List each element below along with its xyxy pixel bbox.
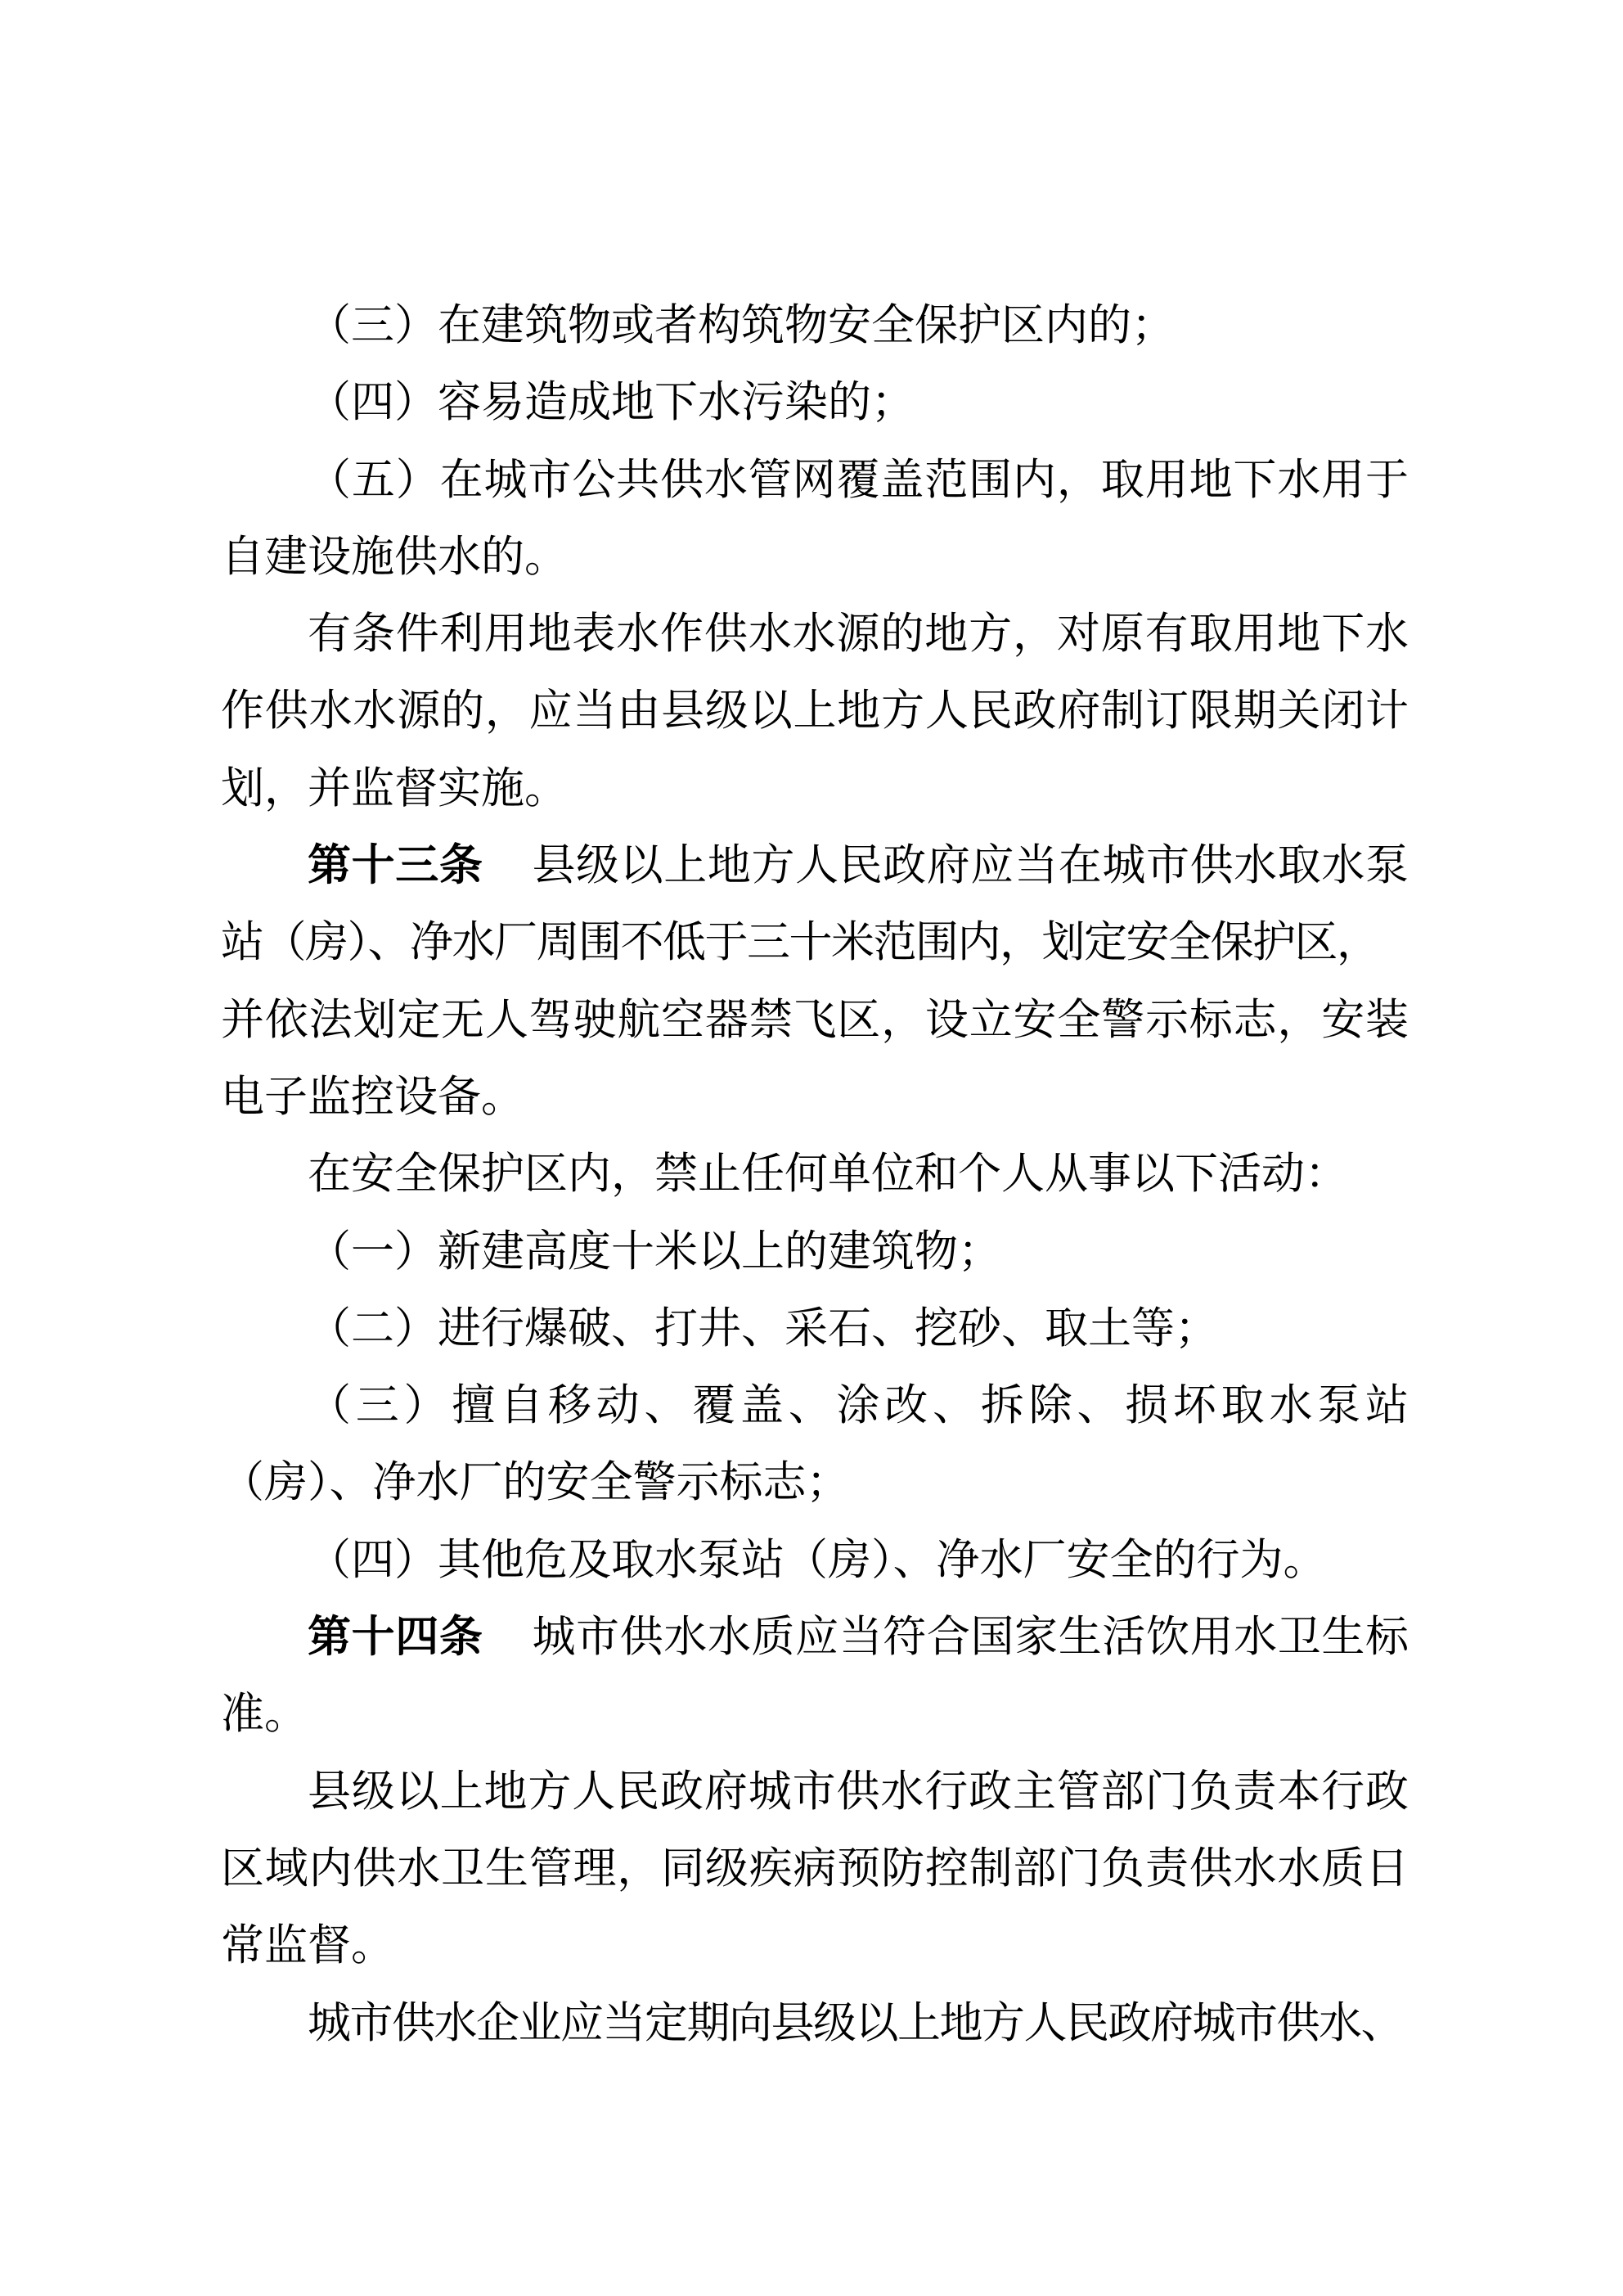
line-text: 县级以上地方人民政府应当在城市供水取水泵 <box>532 842 1409 890</box>
line-text: 作供水水源的，应当由县级以上地方人民政府制订限期关闭计 <box>221 687 1409 736</box>
text-line <box>221 1444 1409 1521</box>
line-text: （三）在建筑物或者构筑物安全保护区内的； <box>308 302 1175 349</box>
text-line <box>221 827 1409 904</box>
article-number: 第十四条 <box>308 1613 483 1662</box>
text-line <box>221 1522 1409 1599</box>
text-line <box>221 519 1409 596</box>
article-number: 第十三条 <box>308 841 483 890</box>
text-line <box>221 1599 1409 1676</box>
line-text: 准。 <box>221 1690 308 1739</box>
line-text: 常监督。 <box>221 1922 394 1970</box>
text-line <box>221 287 1409 364</box>
text-line <box>221 1907 1409 1984</box>
line-text: （五）在城市公共供水管网覆盖范围内，取用地下水用于 <box>308 456 1409 504</box>
text-line <box>221 1830 1409 1907</box>
text-block <box>221 287 1409 2062</box>
text-line <box>221 750 1409 827</box>
line-text: 城市供水水质应当符合国家生活饮用水卫生标 <box>532 1614 1409 1662</box>
line-text: 区域内供水卫生管理，同级疾病预防控制部门负责供水水质日 <box>221 1844 1409 1893</box>
line-text: 并依法划定无人驾驶航空器禁飞区，设立安全警示标志，安装 <box>221 996 1409 1044</box>
line-text: 在安全保护区内，禁止任何单位和个人从事以下活动： <box>308 1150 1348 1199</box>
text-line <box>221 596 1409 673</box>
line-text: （房）、净水厂的安全警示标志； <box>221 1459 850 1507</box>
text-line <box>221 1367 1409 1444</box>
text-line <box>221 673 1409 750</box>
line-text: （二）进行爆破、打井、采石、挖砂、取土等； <box>308 1304 1218 1353</box>
text-line <box>221 1985 1409 2062</box>
text-line <box>221 982 1409 1059</box>
text-line <box>221 1136 1409 1213</box>
text-line <box>221 1059 1409 1136</box>
text-line <box>221 1754 1409 1830</box>
text-line <box>221 1213 1409 1290</box>
text-line <box>221 364 1409 441</box>
line-text: 自建设施供水的。 <box>221 533 568 581</box>
line-text: 县级以上地方人民政府城市供水行政主管部门负责本行政 <box>308 1767 1409 1816</box>
text-line <box>221 1676 1409 1753</box>
line-text: 站（房）、净水厂周围不低于三十米范围内，划定安全保护区， <box>221 919 1379 967</box>
line-text: （四）其他危及取水泵站（房）、净水厂安全的行为。 <box>308 1536 1327 1584</box>
line-text: 有条件利用地表水作供水水源的地方，对原有取用地下水 <box>308 610 1409 659</box>
line-text: （四）容易造成地下水污染的； <box>308 379 915 427</box>
line-text: （一）新建高度十米以上的建筑物； <box>308 1227 1001 1276</box>
text-line <box>221 904 1409 981</box>
text-line <box>221 442 1409 519</box>
line-text: 城市供水企业应当定期向县级以上地方人民政府城市供水、 <box>308 1999 1403 2047</box>
line-text: 电子监控设备。 <box>221 1073 524 1121</box>
line-text: （三）擅自移动、覆盖、涂改、拆除、损坏取水泵站 <box>308 1382 1409 1430</box>
line-text: 划，并监督实施。 <box>221 764 568 813</box>
text-line <box>221 1290 1409 1367</box>
